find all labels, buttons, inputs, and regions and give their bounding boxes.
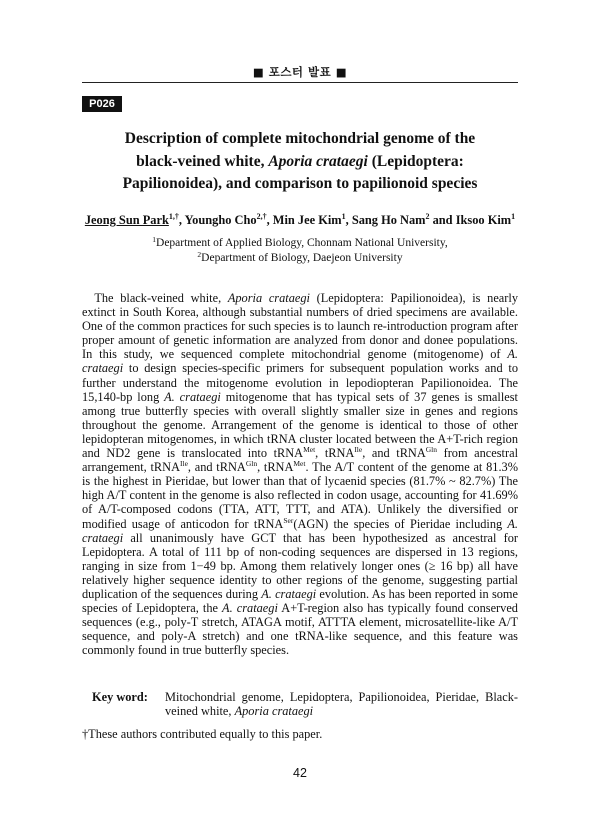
trna-superscript: Ile <box>180 459 188 469</box>
abstract-run: , and tRNA <box>187 460 246 475</box>
author-1-affiliation: 1,† <box>168 212 179 221</box>
abstract-run: evolution. As has been reported in some species of Lepidoptera, the <box>82 586 518 616</box>
title-line-2-end: (Lepidoptera: <box>367 152 464 170</box>
abstract-run: A+T-region also has typically found conserved sequences (e.g., poly-T stretch, ATAGA motif, ATTTA element, microsatellite-like A/T sequence, and poly-A stretch) and one tRNA-like sequence, and this feature was commonly found in true butterfly species. <box>82 601 518 658</box>
author-1-name: Jeong Sun Park <box>84 213 169 227</box>
abstract-run: from ancestral arrangement, tRNA <box>82 446 518 475</box>
affiliation-2-number: 2 <box>197 249 202 259</box>
affiliation-1-text: Department of Applied Biology, Chonnam National University, <box>156 237 448 249</box>
paper-title <box>82 128 518 196</box>
title-line-1: Description of complete mitochondrial genome of the <box>124 130 476 147</box>
affiliations <box>82 236 518 265</box>
author-4-affiliation: 2 <box>425 212 430 221</box>
abstract-run: , tRNA <box>257 460 294 475</box>
keywords <box>92 690 518 719</box>
author-2-name: Youngho Cho <box>184 213 257 227</box>
title-line-3: Papilionoidea), and comparison to papilionoid species <box>122 175 478 192</box>
affiliation-1 <box>82 236 518 251</box>
trna-superscript: Met <box>303 445 316 455</box>
abstract-run: . The A/T content of the genome at 81.3% is the highest in Pieridae, but lower than that of lycaenid species (81.7% ~ 82.7%) The high A/T content in the genome is also reflected in codon usage, accounting for 41.69% of A/T-composed codons (TTA, ATT, TTT, and ATA). Unlikely the diversified or modified usage of anticodon for tRNA <box>82 460 518 531</box>
affiliation-2 <box>82 251 518 266</box>
affiliation-2-text: Department of Biology, Daejeon University <box>201 251 403 264</box>
header-rule <box>82 82 518 83</box>
species-name: A. crataegi <box>261 586 317 601</box>
author-conjunction: and <box>432 213 453 227</box>
abstract-run: (Lepidoptera: Papilionoidea), is nearly extinct in South Korea, although substantial numbers of dried specimens are available. One of the common practices for such species is to launch re-introduction program after proper amount of genetic information are analyzed from donor and donee populations. In this study, we sequenced complete mitochondrial genome (mitogenome) of <box>82 291 519 362</box>
section-header: ■ 포스터 발표 ■ <box>252 65 348 79</box>
keywords-list: Mitochondrial genome, Lepidoptera, Papilionoidea, Pieridae, Black-veined white, <box>165 690 518 719</box>
keywords-species: Aporia crataegi <box>234 704 314 719</box>
title-line-2-start: black-veined white, <box>136 152 269 170</box>
page-number: 42 <box>293 766 307 780</box>
title-line-2 <box>82 151 518 174</box>
trna-superscript: Gln <box>245 459 258 469</box>
abstract-paragraph <box>82 291 518 657</box>
species-name: A. crataegi <box>82 347 518 376</box>
trna-superscript: Ile <box>354 445 363 455</box>
abstract-run: , and tRNA <box>362 446 426 461</box>
poster-id-badge: P026 <box>82 96 122 112</box>
footnote: †These authors contributed equally to this paper. <box>82 727 323 741</box>
title-species: Aporia crataegi <box>268 152 368 170</box>
abstract-run: The black-veined white, <box>94 291 228 305</box>
affiliation-1-number: 1 <box>152 235 157 244</box>
trna-superscript: Ser <box>283 515 294 525</box>
author-list: Jeong Sun Park$^{1,\dagger}$, Youngho Cho$^{2,\dagger}$, Min Jee Kim$^1$, Sang Ho Nam$^2$ and Iksoo Kim$^1$ <box>84 212 516 227</box>
abstract-run: , tRNA <box>315 446 355 461</box>
author-4-name: Sang Ho Nam <box>351 213 426 227</box>
species-name: Aporia crataegi <box>227 291 310 305</box>
abstract-run: all unanimously have GCT that has been hypothesized as ancestral for Lepidoptera. A total of 111 bp of non-coding sequences are dispersed in 13 regions, ranging in size from 1−49 bp. Among them relatively longer ones (≥ 16 bp) all have relatively higher sequence identity to other regions of the genome, suggesting partial duplication of the sequences during <box>82 530 518 601</box>
trna-superscript: Met <box>293 459 306 469</box>
author-3-affiliation: 1 <box>341 212 346 221</box>
author-3-name: Min Jee Kim <box>272 213 342 227</box>
author-5-name: Iksoo Kim <box>455 213 512 227</box>
keywords-text <box>165 690 518 719</box>
abstract-run: to design species-specific primers for subsequent population works and to further understand the mitogenome evolution in lepodiopteran Papilionoidea. The 15,140-bp long <box>82 361 518 404</box>
species-name: A. crataegi <box>222 601 278 616</box>
author-2-affiliation: 2,† <box>256 212 267 221</box>
abstract-run: (AGN) the species of Pieridae including <box>293 516 508 531</box>
species-name: A. crataegi <box>164 389 221 404</box>
keywords-label: Key word: <box>92 690 148 704</box>
species-name: A. crataegi <box>82 516 518 545</box>
abstract <box>82 291 518 657</box>
abstract-run: mitogenome that has typical sets of 37 genes is smallest among true butterfly species with overall slightly smaller size in genes and regions throughout the genome. Arrangement of the genome is identical to those of other lepidopteran mitogenomes, in which tRNA cluster located between the A+T-rich region and ND2 gene is translocated into tRNA <box>82 389 518 461</box>
trna-superscript: Gln <box>425 445 438 455</box>
author-5-affiliation: 1 <box>511 212 516 221</box>
